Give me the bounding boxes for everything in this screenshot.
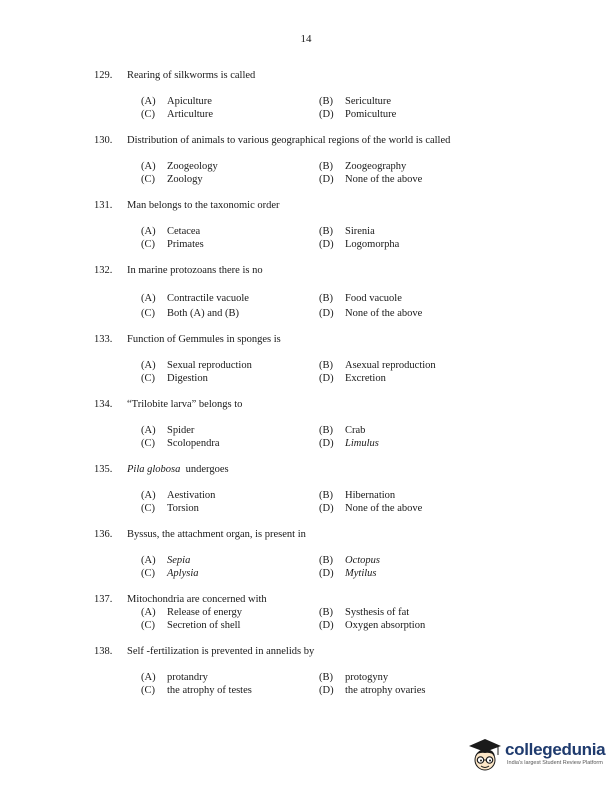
option-label: (B) [319, 490, 333, 501]
logo-text: collegedunia [505, 740, 606, 759]
option-label: (D) [319, 109, 334, 120]
option-text: Digestion [167, 373, 208, 384]
option-label: (A) [141, 96, 156, 107]
option-d [319, 619, 425, 632]
option-label: (C) [141, 239, 155, 250]
question-number: 129. [94, 70, 113, 81]
option-label: (B) [319, 555, 333, 566]
option-text: Both (A) and (B) [167, 308, 240, 319]
option-a [141, 95, 212, 108]
option-text: Food vacuole [345, 293, 402, 304]
question-stem: Distribution of animals to various geographical regions of the world is called [127, 135, 451, 146]
option-text: Mytilus [345, 568, 377, 579]
option-c [141, 173, 203, 186]
option-text: Cetacea [167, 226, 201, 237]
option-text: protogyny [345, 672, 389, 683]
option-text: Secretion of shell [167, 620, 241, 631]
option-text: Apiculture [167, 96, 212, 107]
question-number: 137. [94, 594, 113, 605]
question-number: 135. [94, 464, 113, 475]
option-label: (C) [141, 503, 155, 514]
option-label: (D) [319, 174, 334, 185]
option-text: the atrophy of testes [167, 685, 252, 696]
option-a [141, 424, 194, 437]
question-stem: Byssus, the attachment organ, is present in [127, 529, 306, 540]
option-a [141, 606, 242, 619]
option-c [141, 372, 208, 385]
option-text: Primates [167, 239, 204, 250]
option-label: (C) [141, 620, 155, 631]
option-label: (D) [319, 308, 334, 319]
option-label: (B) [319, 161, 333, 172]
question-stem: Self -fertilization is prevented in annelids by [127, 646, 315, 657]
option-label: (B) [319, 96, 333, 107]
species-name: Pila globosa [127, 464, 181, 475]
stem-rest: undergoes [180, 464, 229, 475]
option-label: (B) [319, 226, 333, 237]
question-number: 133. [94, 334, 113, 345]
option-label: (C) [141, 109, 155, 120]
question-stem: Function of Gemmules in sponges is [127, 334, 281, 345]
option-label: (C) [141, 373, 155, 384]
option-c [141, 502, 199, 515]
page-number: 14 [300, 33, 312, 45]
option-text: Crab [345, 425, 366, 436]
option-text: Sirenia [345, 226, 375, 237]
option-label: (B) [319, 360, 333, 371]
option-label: (D) [319, 620, 334, 631]
option-text: Sericulture [345, 96, 392, 107]
option-d [319, 437, 379, 450]
option-c [141, 238, 204, 251]
option-text: Contractile vacuole [167, 293, 249, 304]
option-text: Zoogeology [167, 161, 218, 172]
option-text: Torsion [167, 503, 199, 514]
option-text: Sexual reproduction [167, 360, 252, 371]
option-d [319, 567, 377, 580]
option-b [319, 424, 365, 437]
question-stem: Mitochondria are concerned with [127, 594, 267, 605]
question-stem [127, 463, 229, 476]
option-text: Pomiculture [345, 109, 397, 120]
question-stem: Man belongs to the taxonomic order [127, 200, 280, 211]
option-text: Release of energy [167, 607, 243, 618]
option-text: Scolopendra [167, 438, 220, 449]
option-b [319, 554, 380, 567]
option-b [319, 160, 406, 173]
collegedunia-logo [465, 736, 605, 776]
option-text: Zoogeography [345, 161, 407, 172]
option-b [319, 606, 409, 619]
option-label: (C) [141, 685, 155, 696]
option-c [141, 307, 239, 320]
question-number: 138. [94, 646, 113, 657]
option-label: (A) [141, 161, 156, 172]
option-b [319, 359, 436, 372]
option-b [319, 489, 395, 502]
option-d [319, 684, 425, 697]
option-label: (B) [319, 293, 333, 304]
option-text: None of the above [345, 503, 423, 514]
question-stem: Rearing of silkworms is called [127, 70, 256, 81]
question-number: 130. [94, 135, 113, 146]
option-b [319, 671, 388, 684]
option-text: Asexual reproduction [345, 360, 436, 371]
option-label: (A) [141, 360, 156, 371]
question-number: 136. [94, 529, 113, 540]
option-label: (D) [319, 568, 334, 579]
option-b [319, 225, 375, 238]
option-text: Limulus [345, 438, 379, 449]
option-a [141, 359, 252, 372]
option-d [319, 108, 396, 121]
option-label: (A) [141, 555, 156, 566]
option-text: None of the above [345, 308, 423, 319]
option-text: Aestivation [167, 490, 216, 501]
option-text: Systhesis of fat [345, 607, 410, 618]
option-label: (D) [319, 239, 334, 250]
option-d [319, 238, 399, 251]
question-number: 134. [94, 399, 113, 410]
option-label: (A) [141, 607, 156, 618]
question-stem: In marine protozoans there is no [127, 265, 263, 276]
option-label: (A) [141, 293, 156, 304]
option-a [141, 292, 249, 305]
question-number: 132. [94, 265, 113, 276]
option-text: Octopus [345, 555, 380, 566]
option-d [319, 307, 422, 320]
option-d [319, 173, 422, 186]
option-c [141, 437, 220, 450]
option-label: (C) [141, 438, 155, 449]
option-label: (B) [319, 607, 333, 618]
option-a [141, 225, 200, 238]
option-a [141, 671, 208, 684]
option-text: None of the above [345, 174, 423, 185]
option-text: Logomorpha [345, 239, 400, 250]
option-a [141, 554, 190, 567]
option-label: (A) [141, 425, 156, 436]
option-label: (C) [141, 308, 155, 319]
option-label: (D) [319, 503, 334, 514]
option-text: Aplysia [167, 568, 199, 579]
graduate-mascot-icon [465, 736, 503, 776]
option-c [141, 567, 199, 580]
option-c [141, 108, 213, 121]
option-label: (B) [319, 672, 333, 683]
option-label: (A) [141, 490, 156, 501]
option-text: Articulture [167, 109, 214, 120]
option-b [319, 292, 402, 305]
option-label: (B) [319, 425, 333, 436]
option-text: Zoology [167, 174, 203, 185]
option-label: (C) [141, 568, 155, 579]
option-text: Hibernation [345, 490, 396, 501]
option-label: (D) [319, 438, 334, 449]
option-b [319, 95, 391, 108]
option-d [319, 502, 422, 515]
option-text: Oxygen absorption [345, 620, 426, 631]
option-text: Excretion [345, 373, 386, 384]
option-a [141, 489, 215, 502]
option-label: (A) [141, 672, 156, 683]
question-number: 131. [94, 200, 113, 211]
option-text: protandry [167, 672, 208, 683]
logo-tagline: India's largest Student Review Platform [507, 760, 603, 766]
question-stem: “Trilobite larva” belongs to [127, 399, 243, 410]
option-label: (C) [141, 174, 155, 185]
option-label: (A) [141, 226, 156, 237]
option-d [319, 372, 386, 385]
option-c [141, 684, 252, 697]
option-a [141, 160, 218, 173]
option-c [141, 619, 240, 632]
option-text: Sepia [167, 555, 191, 566]
option-label: (D) [319, 685, 334, 696]
option-text: the atrophy ovaries [345, 685, 426, 696]
option-text: Spider [167, 425, 195, 436]
option-label: (D) [319, 373, 334, 384]
